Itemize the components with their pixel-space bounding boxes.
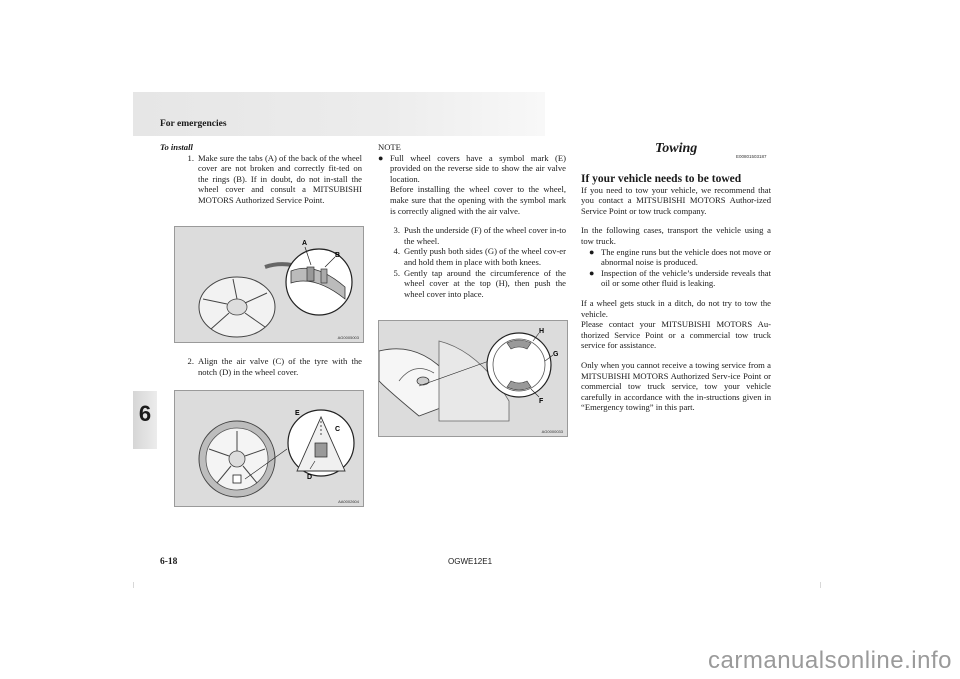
paragraph-line: Please contact your MITSUBISHI MOTORS Au-thorized Service Point or a commercial tow truck service for assistance.: [581, 319, 771, 351]
step-3: [378, 225, 566, 246]
step-number: 2.: [187, 356, 194, 366]
right-column: [581, 174, 771, 413]
middle-column: [378, 142, 566, 299]
step-4: [378, 246, 566, 267]
paragraph: Only when you cannot receive a towing service from a MITSUBISHI MOTORS Authorized Serv-ice Point or commercial tow truck service, tow your vehicle carefully in accordance with the in-structions given in “Emergency towing” in this part.: [581, 359, 771, 413]
section-title-towing: Towing: [655, 141, 698, 156]
figure-push-wheel-cover: [378, 320, 568, 437]
list-item: [581, 247, 771, 268]
figure-label-e: E: [295, 410, 300, 417]
step-number: 5.: [393, 267, 400, 278]
list-item-text: Inspection of the vehicle’s underside reveals that oil or some other fluid is leaking.: [601, 267, 771, 289]
step-2: [160, 356, 362, 377]
paragraph: In the following cases, transport the vehicle using a tow truck.: [581, 225, 771, 246]
step-number: 1.: [187, 152, 194, 163]
figure-code: AG0000033: [541, 429, 563, 434]
bullet-icon: ●: [589, 267, 595, 278]
figure-code: AA0002604: [338, 499, 359, 504]
page-header-title: For emergencies: [160, 119, 227, 129]
subheading-towed: If your vehicle needs to be towed: [581, 173, 742, 185]
paragraph: If you need to tow your vehicle, we recommend that you contact a MITSUBISHI MOTORS Author-ized Service Point or tow truck company.: [581, 184, 771, 216]
bullet-icon: ●: [589, 246, 595, 257]
left-column-step-2: [160, 356, 362, 377]
crop-mark: [133, 582, 134, 588]
bullet-icon: ●: [378, 152, 384, 163]
figure-code: AG0005003: [337, 335, 359, 340]
chapter-tab: [133, 391, 157, 449]
step-1: [160, 153, 362, 206]
wheel-valve-illustration: [175, 391, 363, 506]
chapter-tab-number: 6: [138, 401, 152, 426]
wheel-cover-back-illustration: [175, 227, 363, 342]
list-item-text: The engine runs but the vehicle does not move or abnormal noise is produced.: [601, 246, 771, 268]
crop-mark: [820, 582, 821, 588]
figure-label-b: B: [335, 252, 341, 259]
watermark-logo: carmanualsonline.info: [708, 647, 952, 674]
figure-label-g: G: [553, 351, 559, 358]
figure-label-c: C: [335, 426, 341, 433]
step-number: 4.: [393, 246, 400, 257]
figure-label-a: A: [302, 240, 308, 247]
list-item: [581, 268, 771, 289]
step-text: Align the air valve (C) of the tyre with the notch (D) in the wheel cover.: [198, 356, 362, 377]
note-line: Full wheel covers have a symbol mark (E) provided on the reverse side to show the air valve location.: [390, 152, 566, 184]
hands-wheel-cover-illustration: [379, 321, 567, 436]
step-text: Make sure the tabs (A) of the back of the wheel cover are not broken and correctly fit-ted on the rings (B). If in doubt, do not in-stall the wheel cover and consult a MITSUBISHI MOTORS Authorized Service Point.: [198, 152, 362, 205]
step-number: 3.: [393, 225, 400, 236]
figure-label-f: F: [539, 398, 544, 405]
figure-wheel-cover-tabs: [174, 226, 364, 343]
step-text: Gently tap around the circumference of the wheel cover at the top (H), then push the wheel cover into place.: [404, 267, 566, 299]
figure-label-h: H: [539, 328, 545, 335]
step-text: Push the underside (F) of the wheel cover in-to the wheel.: [404, 225, 566, 246]
step-text: Gently push both sides (G) of the wheel cov-er and hold them in place with both knees.: [404, 246, 566, 267]
page-number: 6-18: [160, 557, 178, 567]
note-text: [390, 153, 566, 217]
section-title-to-install: To install: [160, 142, 193, 152]
note-line: Before installing the wheel cover to the wheel, make sure that the opening with the symbol mark is correctly aligned with the air valve.: [390, 184, 566, 216]
left-column: [160, 142, 362, 206]
paragraph-line: If a wheel gets stuck in a ditch, do not try to tow the vehicle.: [581, 297, 771, 319]
note-label: NOTE: [378, 142, 401, 152]
header-band: [133, 92, 545, 136]
step-5: [378, 268, 566, 300]
document-code: OGWE12E1: [448, 557, 493, 566]
note-bullet: [378, 153, 566, 217]
section-code: E00801503187: [736, 154, 767, 159]
figure-air-valve-alignment: [174, 390, 364, 507]
figure-label-d: D: [307, 474, 313, 481]
